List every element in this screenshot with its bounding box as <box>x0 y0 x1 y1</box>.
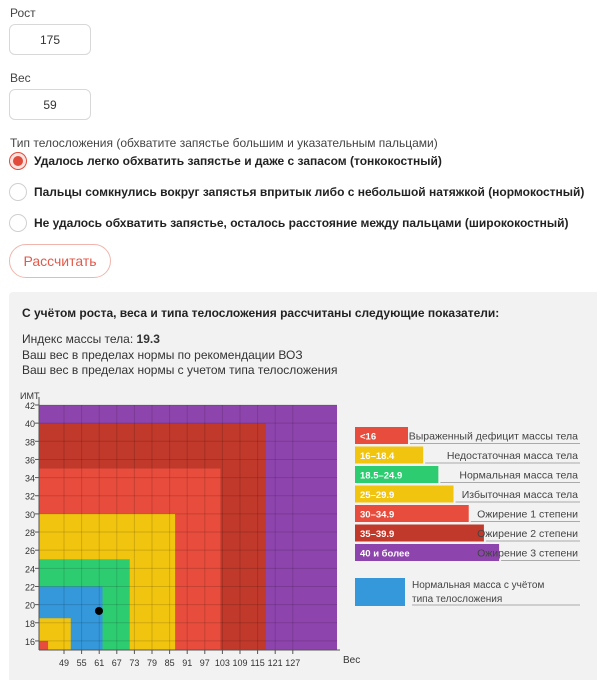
x-axis-label: Вес <box>343 655 361 666</box>
y-axis-label: ИМТ <box>20 391 40 401</box>
legend-range: 30–34.9 <box>360 509 395 521</box>
bmi-value: 19.3 <box>136 332 160 346</box>
y-tick-label: 24 <box>24 564 35 575</box>
weight-label: Вес <box>10 71 31 85</box>
radio-label: Пальцы сомкнулись вокруг запястья впритык либо с небольшой натяжкой (нормокостный) <box>34 185 585 199</box>
bmi-label: Индекс массы тела: <box>22 332 137 346</box>
zone-<16 <box>39 641 48 650</box>
calculate-button[interactable]: Рассчитать <box>9 244 111 278</box>
x-tick-label: 49 <box>58 658 70 668</box>
legend-description: Нормальная масса тела <box>459 469 578 482</box>
y-tick-label: 32 <box>24 491 35 502</box>
body-type-label: Тип телосложения (обхватите запястье большим и указательным пальцами) <box>10 136 438 150</box>
x-tick-label: 121 <box>267 658 283 668</box>
y-tick-label: 20 <box>24 600 35 611</box>
x-tick-label: 103 <box>214 658 230 668</box>
legend-description: Ожирение 2 степени <box>477 528 578 540</box>
x-tick-label: 85 <box>164 658 175 668</box>
y-tick-label: 40 <box>24 419 35 430</box>
x-tick-label: 79 <box>146 658 158 668</box>
y-tick-label: 34 <box>24 473 35 484</box>
radio-label: Удалось легко обхватить запястье и даже с запасом (тонкокостный) <box>34 154 442 168</box>
y-tick-label: 26 <box>24 546 35 557</box>
legend-description: Недостаточная масса тела <box>446 450 578 462</box>
legend-description: Ожирение 3 степени <box>477 547 578 560</box>
y-tick-label: 28 <box>24 528 35 539</box>
radio-label: Не удалось обхватить запястье, осталось расстояние между пальцами (ширококостный) <box>34 216 569 230</box>
who-norm-text: Ваш вес в пределах нормы по рекомендации ВОЗ <box>22 348 303 362</box>
legend-description: Избыточная масса тела <box>461 489 578 501</box>
y-tick-label: 30 <box>24 509 35 520</box>
y-tick-label: 42 <box>24 401 35 411</box>
legend-personal-description: типа телосложения <box>412 594 503 605</box>
y-tick-label: 36 <box>24 455 35 466</box>
body-norm-text: Ваш вес в пределах нормы с учетом типа телосложения <box>22 363 338 377</box>
legend-personal-description: Нормальная масса с учётом <box>412 580 545 591</box>
legend-range: <16 <box>360 431 377 443</box>
x-tick-label: 67 <box>111 658 122 668</box>
result-title: С учётом роста, веса и типа телосложения рассчитаны следующие показатели: <box>22 306 500 320</box>
x-tick-label: 109 <box>232 658 248 668</box>
y-tick-label: 38 <box>24 437 35 448</box>
legend-range: 16–18.4 <box>360 451 395 462</box>
x-tick-label: 55 <box>76 658 87 668</box>
legend-description: Выраженный дефицит массы тела <box>408 430 578 443</box>
y-tick-label: 18 <box>24 618 35 629</box>
legend-personal-swatch <box>355 578 405 606</box>
legend-range: 35–39.9 <box>360 529 395 540</box>
height-label: Рост <box>10 6 36 20</box>
x-tick-label: 61 <box>94 658 105 668</box>
x-tick-label: 127 <box>285 658 301 668</box>
x-tick-label: 91 <box>182 658 193 668</box>
x-tick-label: 73 <box>129 658 140 668</box>
legend-range: 18.5–24.9 <box>360 470 403 482</box>
legend-range: 25–29.9 <box>360 490 395 501</box>
legend-description: Ожирение 1 степени <box>477 508 578 521</box>
x-tick-label: 97 <box>199 658 210 668</box>
x-tick-label: 115 <box>250 658 265 668</box>
user-point <box>95 607 103 615</box>
y-tick-label: 16 <box>24 636 35 647</box>
y-tick-label: 22 <box>24 582 35 593</box>
legend-range: 40 и более <box>360 548 410 560</box>
